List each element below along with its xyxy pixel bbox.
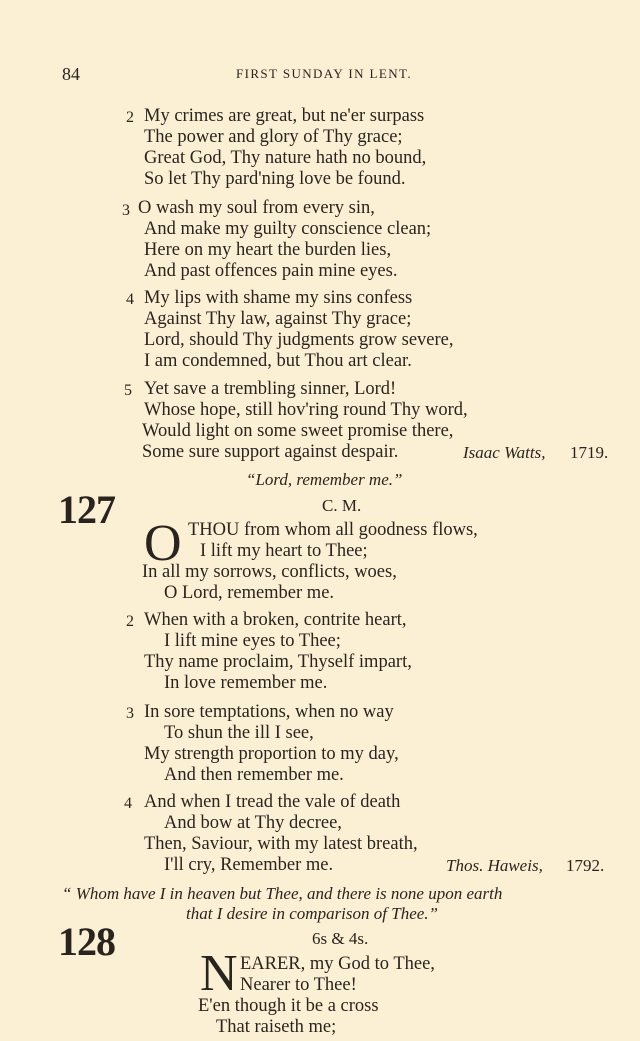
verse-line: And when I tread the vale of death: [144, 792, 401, 812]
stanza-number: 3: [122, 202, 130, 219]
verse-line: And past offences pain mine eyes.: [144, 261, 398, 281]
verse-line: Some sure support against despair.: [142, 442, 399, 462]
verse-line: Nearer to Thee!: [240, 975, 357, 995]
hymn-motto: that I desire in comparison of Thee.”: [186, 904, 438, 923]
verse-line: I'll cry, Remember me.: [164, 855, 334, 875]
verse-line: Yet save a trembling sinner, Lord!: [144, 379, 397, 399]
verse-line: I am condemned, but Thou art clear.: [144, 351, 412, 371]
verse-line: In love remember me.: [164, 673, 328, 693]
page-number: 84: [62, 64, 80, 84]
hymn-meter: 6s & 4s.: [312, 929, 369, 948]
verse-line: THOU from whom all goodness flows,: [188, 520, 478, 540]
hymn-motto: “Lord, remember me.”: [246, 470, 403, 489]
stanza-number: 2: [126, 613, 134, 630]
verse-line: Then, Saviour, with my latest breath,: [144, 834, 418, 854]
verse-line: Great God, Thy nature hath no bound,: [144, 148, 427, 168]
verse-line: My strength proportion to my day,: [144, 744, 399, 764]
verse-line: E'en though it be a cross: [198, 996, 379, 1016]
verse-line: So let Thy pard'ning love be found.: [144, 169, 406, 189]
stanza-number: 3: [126, 705, 134, 722]
verse-line: Thy name proclaim, Thyself impart,: [144, 652, 412, 672]
running-title: FIRST SUNDAY IN LENT.: [236, 66, 413, 81]
author-year: 1719.: [570, 443, 609, 462]
author-name: Thos. Haweis,: [446, 856, 543, 875]
verse-line: Would light on some sweet promise there,: [142, 421, 454, 441]
verse-line: When with a broken, contrite heart,: [144, 610, 407, 630]
verse-line: My crimes are great, but ne'er surpass: [144, 106, 425, 126]
stanza-number: 5: [124, 382, 132, 399]
hymn-number: 128: [58, 919, 115, 964]
hymn-motto: “ Whom have I in heaven but Thee, and there is none upon earth: [62, 884, 503, 903]
verse-line: And make my guilty conscience clean;: [144, 219, 432, 239]
verse-line: The power and glory of Thy grace;: [144, 127, 403, 147]
verse-line: In all my sorrows, conflicts, woes,: [142, 562, 397, 582]
drop-cap: N: [200, 945, 238, 1002]
verse-line: Here on my heart the burden lies,: [144, 240, 392, 260]
verse-line: In sore temptations, when no way: [144, 702, 394, 722]
stanza-number: 4: [124, 795, 132, 812]
verse-line: And bow at Thy decree,: [164, 813, 342, 833]
hymn-meter: C. M.: [322, 496, 362, 515]
verse-line: That raiseth me;: [216, 1017, 337, 1037]
verse-line: My lips with shame my sins confess: [144, 288, 413, 308]
author-name: Isaac Watts,: [463, 443, 546, 462]
verse-line: Lord, should Thy judgments grow severe,: [144, 330, 454, 350]
verse-line: I lift mine eyes to Thee;: [164, 631, 341, 651]
verse-line: I lift my heart to Thee;: [200, 541, 368, 561]
stanza-number: 2: [126, 109, 134, 126]
verse-line: O Lord, remember me.: [164, 583, 335, 603]
hymn-number: 127: [58, 487, 115, 532]
drop-cap: O: [144, 515, 182, 572]
verse-line: To shun the ill I see,: [164, 723, 314, 743]
verse-line: O wash my soul from every sin,: [138, 198, 375, 218]
stanza-number: 4: [126, 291, 134, 308]
verse-line: EARER, my God to Thee,: [240, 954, 435, 974]
verse-line: Against Thy law, against Thy grace;: [144, 309, 412, 329]
verse-line: Whose hope, still hov'ring round Thy word,: [144, 400, 468, 420]
verse-line: And then remember me.: [164, 765, 344, 785]
author-year: 1792.: [566, 856, 605, 875]
